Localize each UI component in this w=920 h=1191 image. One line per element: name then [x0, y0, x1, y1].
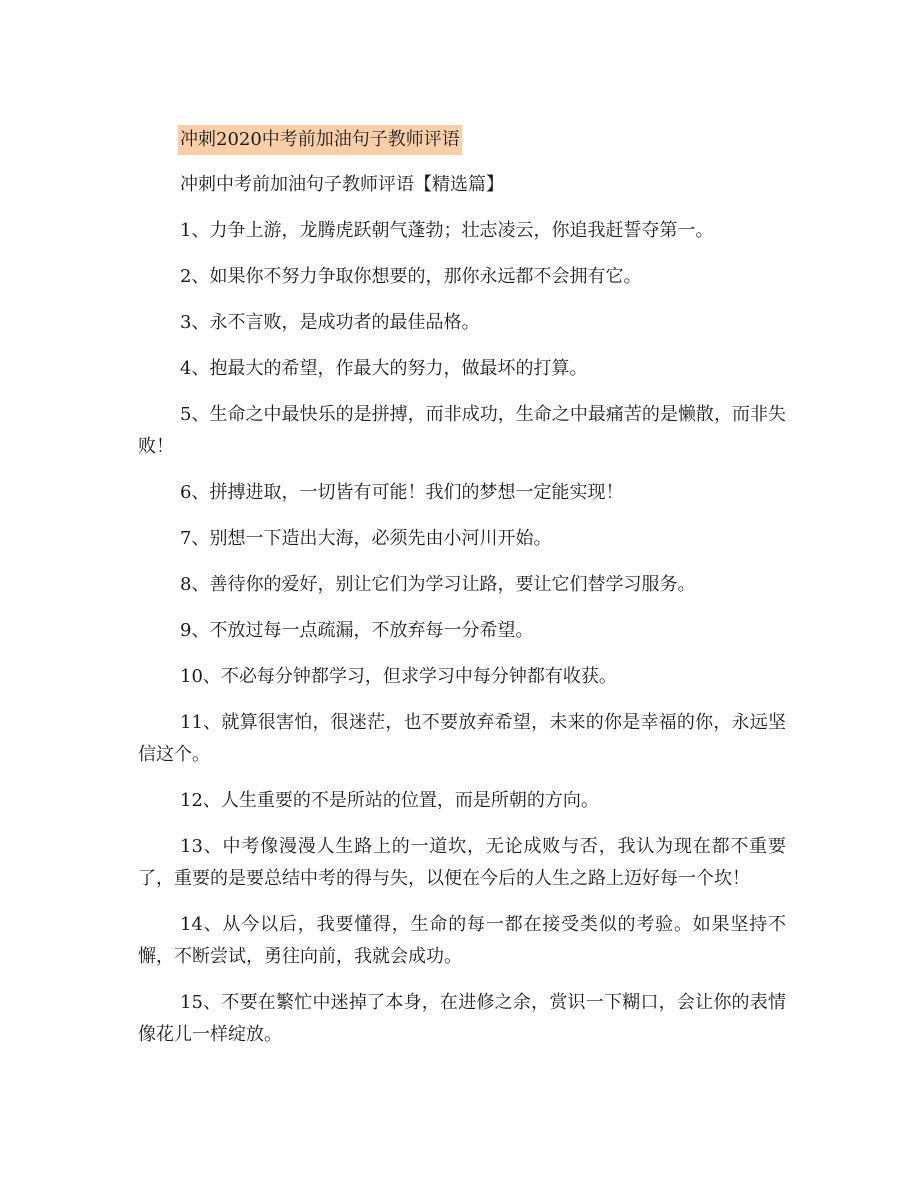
list-item: 10、不必每分钟都学习，但求学习中每分钟都有收获。 [180, 666, 617, 687]
list-item: 6、拼搏进取，一切皆有可能！我们的梦想一定能实现！ [180, 482, 624, 503]
list-item: 9、不放过每一点疏漏，不放弃每一分希望。 [180, 620, 534, 641]
list-item: 2、如果你不努力争取你想要的，那你永远都不会拥有它。 [180, 266, 642, 287]
list-item: 7、别想一下造出大海，必须先由小河川开始。 [180, 528, 552, 549]
document-title: 冲刺2020中考前加油句子教师评语 [178, 125, 462, 155]
list-item: 1、力争上游，龙腾虎跃朝气蓬勃；壮志凌云，你追我赶誓夺第一。 [180, 220, 714, 241]
list-item: 11、就算很害怕，很迷茫，也不要放弃希望，未来的你是幸福的你，永远坚信这个。 [138, 712, 786, 765]
list-item: 15、不要在繁忙中迷掉了本身，在进修之余，赏识一下糊口，会让你的表情像花儿一样绽放。 [138, 992, 786, 1045]
list-item: 14、从今以后，我要懂得，生命的每一都在接受类似的考验。如果坚持不懈，不断尝试，勇往向前，我就会成功。 [138, 914, 786, 967]
list-item: 4、抱最大的希望，作最大的努力，做最坏的打算。 [180, 358, 588, 379]
list-item: 3、永不言败，是成功者的最佳品格。 [180, 312, 480, 333]
sentence-list [138, 215, 786, 1065]
document-subtitle: 冲刺中考前加油句子教师评语【精选篇】 [180, 174, 504, 195]
list-item: 5、生命之中最快乐的是拼搏，而非成功，生命之中最痛苦的是懒散，而非失败！ [138, 404, 786, 457]
list-item: 12、人生重要的不是所站的位置，而是所朝的方向。 [180, 790, 599, 811]
list-item: 8、善待你的爱好，别让它们为学习让路，要让它们替学习服务。 [180, 574, 696, 595]
list-item: 13、中考像漫漫人生路上的一道坎，无论成败与否，我认为现在都不重要了，重要的是要总结中考的得与失，以便在今后的人生之路上迈好每一个坎！ [138, 836, 786, 889]
